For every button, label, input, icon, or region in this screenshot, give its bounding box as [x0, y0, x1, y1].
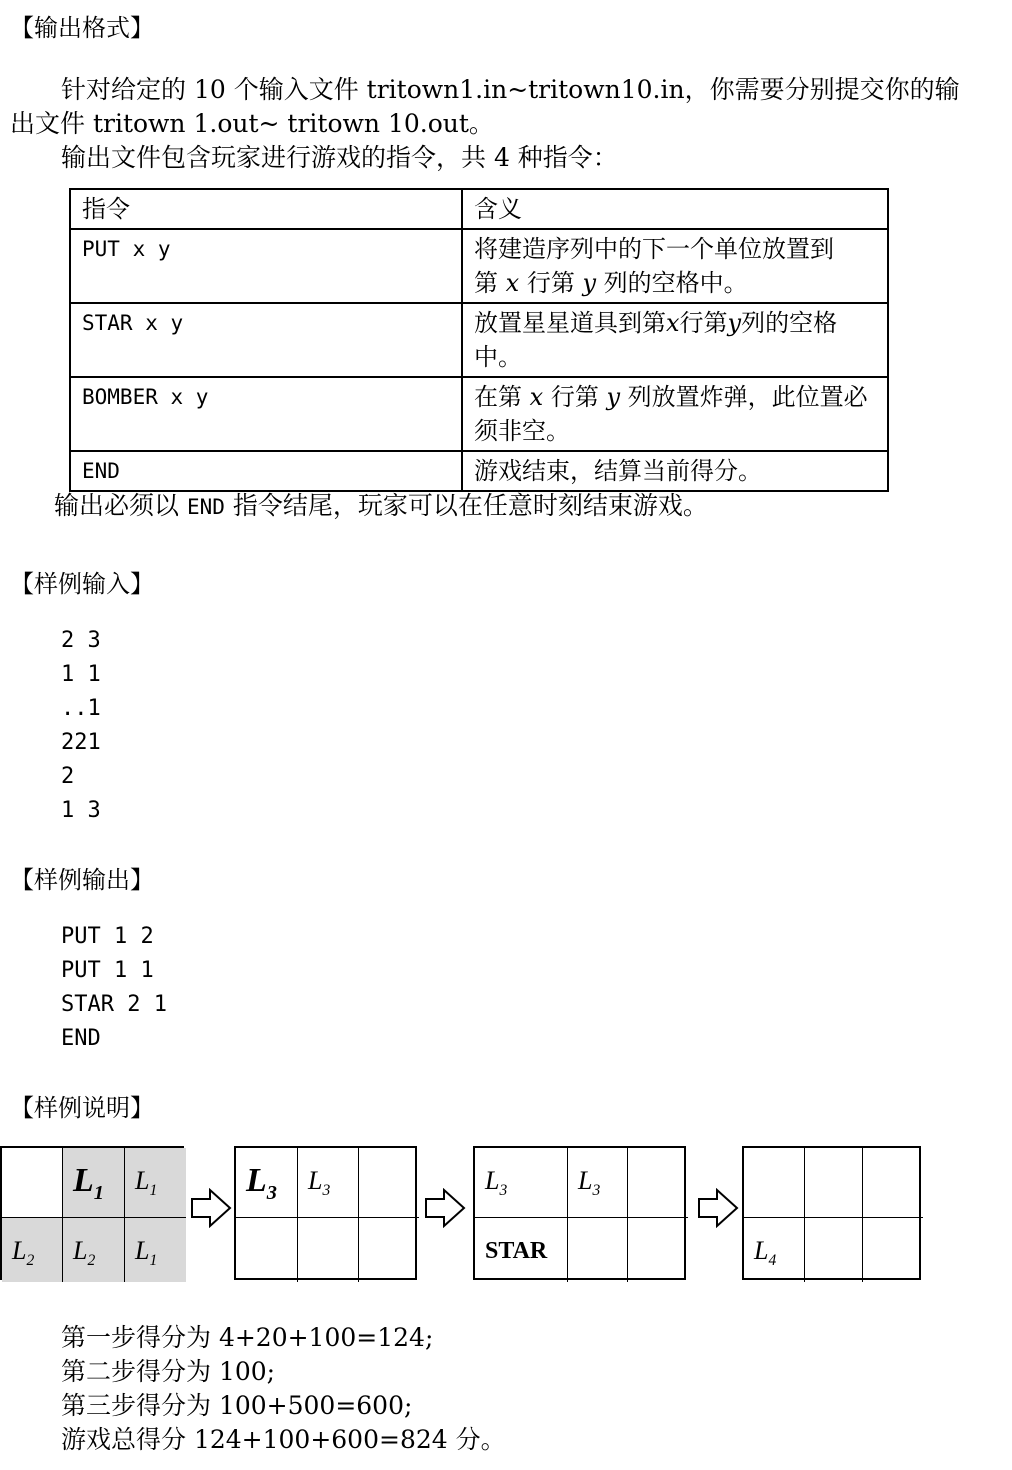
- text-fragment: 输出必须以: [54, 491, 187, 520]
- text-fragment: 第: [474, 269, 506, 297]
- grid-cell: [298, 1218, 359, 1282]
- grid-cell: [568, 1218, 628, 1282]
- intro-line-1: 针对给定的 10 个输入文件 tritown1.in~tritown10.in，你需要分别提交你的输: [61, 75, 960, 104]
- section-heading-output-format: 【输出格式】: [10, 14, 154, 42]
- code-line: 2: [61, 764, 75, 789]
- meaning-line: 须非空。: [474, 417, 570, 445]
- text-fragment: 行第: [519, 269, 583, 297]
- unit-label: $L_3$: [578, 1166, 601, 1200]
- arrow-right-icon: [424, 1188, 466, 1228]
- meaning-line: [474, 306, 877, 340]
- var-y: y: [582, 269, 597, 297]
- section-heading-sample-explanation: 【样例说明】: [10, 1094, 154, 1122]
- grid-cell: [125, 1218, 186, 1282]
- command-table: [69, 188, 889, 492]
- text-fragment: 列的空格中。: [596, 269, 748, 297]
- code-line: 2 3: [61, 628, 101, 653]
- score-line: 第一步得分为 4+20+100=124;: [61, 1323, 434, 1352]
- board-step-2: [473, 1146, 686, 1280]
- table-row: [70, 451, 888, 491]
- command-cell: BOMBER x y: [70, 377, 462, 451]
- text-fragment: 放置星星道具到第: [474, 309, 666, 337]
- var-y: y: [727, 309, 742, 337]
- header-meaning: 含义: [462, 189, 888, 229]
- unit-label: $L_1$: [135, 1236, 158, 1270]
- intro-line-3: 输出文件包含玩家进行游戏的指令，共 4 种指令：: [61, 143, 618, 172]
- unit-label: $L_3$: [308, 1166, 331, 1200]
- meaning-cell: [462, 303, 888, 377]
- unit-label: $L_3$: [485, 1166, 508, 1200]
- var-x: x: [529, 383, 544, 411]
- score-line: 第二步得分为 100;: [61, 1357, 276, 1386]
- var-x: x: [505, 269, 520, 297]
- star-label: STAR: [485, 1238, 548, 1264]
- var-x: x: [666, 309, 680, 337]
- section-heading-sample-output: 【样例输出】: [10, 866, 154, 894]
- unit-label: $L_2$: [73, 1236, 96, 1270]
- grid-cell: [863, 1218, 923, 1282]
- code-line: 221: [61, 730, 101, 755]
- board-step-0: [0, 1146, 184, 1280]
- meaning-line: 中。: [474, 343, 522, 371]
- text-fragment: 指令结尾，玩家可以在任意时刻结束游戏。: [224, 491, 708, 520]
- meaning-line: [474, 266, 877, 300]
- code-line: 1 1: [61, 662, 101, 687]
- arrow-right-icon: [697, 1188, 739, 1228]
- table-row: [70, 229, 888, 303]
- table-header-row: [70, 189, 888, 229]
- var-y: y: [606, 383, 621, 411]
- score-line: 游戏总得分 124+100+600=824 分。: [61, 1425, 506, 1454]
- text-fragment: 在第: [474, 383, 530, 411]
- meaning-cell: 游戏结束，结算当前得分。: [462, 451, 888, 491]
- code-line: END: [61, 1026, 101, 1051]
- unit-label: $L_3$: [246, 1162, 277, 1204]
- grid-cell: [628, 1218, 688, 1282]
- unit-label: $L_4$: [754, 1236, 777, 1270]
- grid-cell: [125, 1148, 186, 1218]
- command-cell: STAR x y: [70, 303, 462, 377]
- grid-cell: [805, 1218, 863, 1282]
- unit-label: $L_1$: [73, 1162, 104, 1204]
- unit-label: $L_1$: [135, 1166, 158, 1200]
- meaning-line: 将建造序列中的下一个单位放置到: [474, 235, 834, 263]
- end-note: [54, 486, 708, 522]
- grid-cell: [2, 1148, 63, 1218]
- code-line: PUT 1 2: [61, 924, 154, 949]
- header-command: 指令: [70, 189, 462, 229]
- grid-cell: [744, 1148, 805, 1218]
- code-line: 1 3: [61, 798, 101, 823]
- text-fragment: 列的空格: [741, 309, 838, 337]
- grid-cell: [475, 1218, 568, 1282]
- board-step-3: [742, 1146, 921, 1280]
- meaning-line: [474, 380, 877, 414]
- meaning-cell: [462, 377, 888, 451]
- table-row: [70, 377, 888, 451]
- unit-label: $L_2$: [12, 1236, 35, 1270]
- text-fragment: 行第: [679, 309, 728, 337]
- grid-cell: [628, 1148, 688, 1218]
- command-cell: PUT x y: [70, 229, 462, 303]
- text-fragment: 列放置炸弹，此位置必: [620, 383, 868, 411]
- grid-cell: [2, 1218, 63, 1282]
- intro-line-2: 出文件 tritown 1.out~ tritown 10.out。: [10, 109, 494, 138]
- grid-cell: [236, 1148, 298, 1218]
- code-line: STAR 2 1: [61, 992, 167, 1017]
- grid-cell: [359, 1148, 419, 1218]
- command-cell: END: [70, 451, 462, 491]
- grid-cell: [236, 1218, 298, 1282]
- grid-cell: [63, 1148, 125, 1218]
- table-row: [70, 303, 888, 377]
- inline-code: END: [186, 495, 225, 519]
- grid-cell: [63, 1218, 125, 1282]
- grid-cell: [744, 1218, 805, 1282]
- grid-cell: [568, 1148, 628, 1218]
- score-line: 第三步得分为 100+500=600;: [61, 1391, 413, 1420]
- code-line: PUT 1 1: [61, 958, 154, 983]
- code-line: ..1: [61, 696, 101, 721]
- meaning-cell: [462, 229, 888, 303]
- grid-cell: [863, 1148, 923, 1218]
- text-fragment: 行第: [543, 383, 607, 411]
- grid-cell: [359, 1218, 419, 1282]
- grid-cell: [805, 1148, 863, 1218]
- grid-cell: [475, 1148, 568, 1218]
- board-step-1: [234, 1146, 417, 1280]
- grid-cell: [298, 1148, 359, 1218]
- arrow-right-icon: [190, 1188, 232, 1228]
- section-heading-sample-input: 【样例输入】: [10, 570, 154, 598]
